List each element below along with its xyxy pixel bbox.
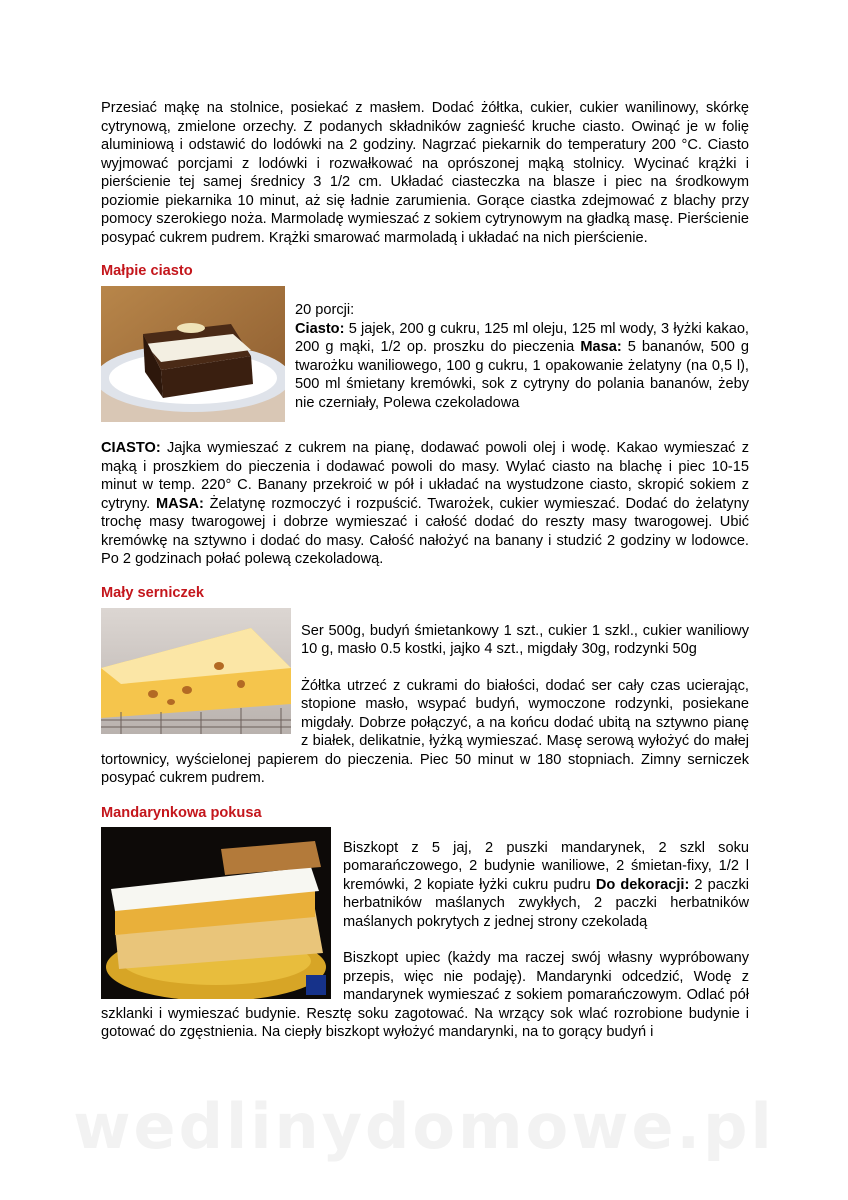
watermark: wedlinydomowe.pl xyxy=(73,1090,775,1163)
mandarynkowa-pokusa-photo xyxy=(101,827,331,999)
maly-serniczek-ingredients: Ser 500g, budyń śmietankowy 1 szt., cukier 1 szkl., cukier waniliowy 10 g, masło 0.5 kostki, jajko 4 szt., migdały 30g, rodzynki 50g xyxy=(301,622,749,657)
masa-ingredients-text: 5 bananów, 500 g twarożku waniliowego, 100 g cukru, 1 opakowanie żelatyny (na 0,5 l), 500 ml śmietany kremówki, sok z cytryny do polania bananów, żeby nie czerniały, Polewa czekoladowa xyxy=(295,339,749,411)
maly-serniczek-photo xyxy=(101,608,291,734)
intro-paragraph: Przesiać mąkę na stolnice, posiekać z masłem. Dodać żółtka, cukier, cukier wanilinowy, skórkę cytrynową, zmielone orzechy. Z podanych składników zagnieść kruche ciasto. Owinąć je w folię aluminiową i odstawić do lodówki na 2 godziny. Nagrzać piekarnik do temperatury 200 °C. Ciasto wyjmować porcjami z lodówki i rozwałkować na oprószonej mąką stolnicy. Wycinać krążki i pierścienie tej samej średnicy 3 1/2 cm. Układać ciasteczka na blasze i piec na środkowym poziomie piekarnika 10 minut, aż się ładnie zarumienia. Gorące ciastka zdejmować z blachy przy pomocy szerokiego noża. Marmoladę wymieszać z sokiem cytrynowym na gładką masę. Pierścienie posypać cukrem pudrem. Krążki smarować marmoladą i układać na nich pierścienie. xyxy=(101,100,749,246)
malpie-ciasto-servings: 20 porcji: xyxy=(295,302,355,318)
malpie-ciasto-method xyxy=(101,439,749,569)
recipe-title-mandarynkowa-pokusa: Mandarynkowa pokusa xyxy=(101,804,262,821)
do-dekoracji-label: Do dekoracji: xyxy=(595,876,690,893)
masa-method-label: MASA: xyxy=(156,495,204,512)
recipe-title-malpie-ciasto: Małpie ciasto xyxy=(101,263,193,279)
masa-label: Masa: xyxy=(580,339,622,355)
ciasto-label: Ciasto: xyxy=(295,320,345,337)
ciasto-ingredients-text: 5 jajek, 200 g cukru, 125 ml oleju, 125 ml wody, 3 łyżki kakao, 200 g mąki, 1/2 op. proszku do pieczenia xyxy=(295,320,749,355)
recipe-title-maly-serniczek: Mały serniczek xyxy=(101,584,205,601)
document-page xyxy=(101,99,749,1042)
malpie-ciasto-ingredients xyxy=(295,320,749,413)
dekoracja-ingredients-text: 2 paczki herbatników maślanych zwykłych, 2 paczki herbatników maślanych pokrytych z jednej strony czekoladą xyxy=(343,876,750,930)
ciasto-method-label: CIASTO: xyxy=(101,440,161,456)
biszkopt-ingredients-text: Biszkopt z 5 jaj, 2 puszki mandarynek, 2 szkl soku pomarańczowego, 2 budynie waniliowe, 2 śmietan-fixy, 1/2 l kremówki, 2 kopiate łyżki cukru pudru xyxy=(343,839,749,893)
ciasto-method-text: Jajka wymieszać z cukrem na pianę, dodawać powoli olej i wodę. Kakao wymieszać z mąką i proszkiem do pieczenia i dodawać powoli do masy. Wylać ciasto na blachę i piec 10-15 minut w temp. 220° C. Banany przekroić w pół i układać na wystudzone ciasto, skropić sokiem z cytryny. xyxy=(101,440,749,512)
masa-method-text: Żelatynę rozmoczyć i rozpuścić. Twarożek, cukier wymieszać. Dodać do żelatyny trochę masy twarogowej i dobrze wymieszać i całość dodać do reszty masy twarogowej. Ubić kremówkę na sztywno i dodać do masy. Całość nałożyć na banany i studzić 2 godziny w lodowce. Po 2 godzinach połać polewą czekoladową. xyxy=(101,495,749,567)
maly-serniczek-method: Żółtka utrzeć z cukrami do białości, dodać ser cały czas ucierając, stopione masło, wsypać budyń, wymoczone rodzynki, posiekane migdały. Dobrze połączyć, a na końcu dodać ubitą na sztywno pianę z białek, delikatnie, łyżką wymieszać. Masę serową wyłożyć do małej tortownicy, wyścielonej papierem do pieczenia. Piec 50 minut w 180 stopniach. Zimny serniczek posypać cukrem pudrem. xyxy=(101,677,749,786)
malpie-ciasto-photo xyxy=(101,286,285,422)
mandarynkowa-pokusa-method: Biszkopt upiec (każdy ma raczej swój własny wypróbowany przepis, więc nie podaję). Mandarynki odcedzić, Wodę z mandarynek wymieszać z sokiem pomarańczowym. Odlać pół szklanki i wymieszać budynie. Resztę soku zagotować. Na wrzący sok wlać rozrobione budynie i gotować do zgęstnienia. Na ciepły biszkopt wyłożyć mandarynki, na to gorący budyń i xyxy=(101,950,749,1040)
